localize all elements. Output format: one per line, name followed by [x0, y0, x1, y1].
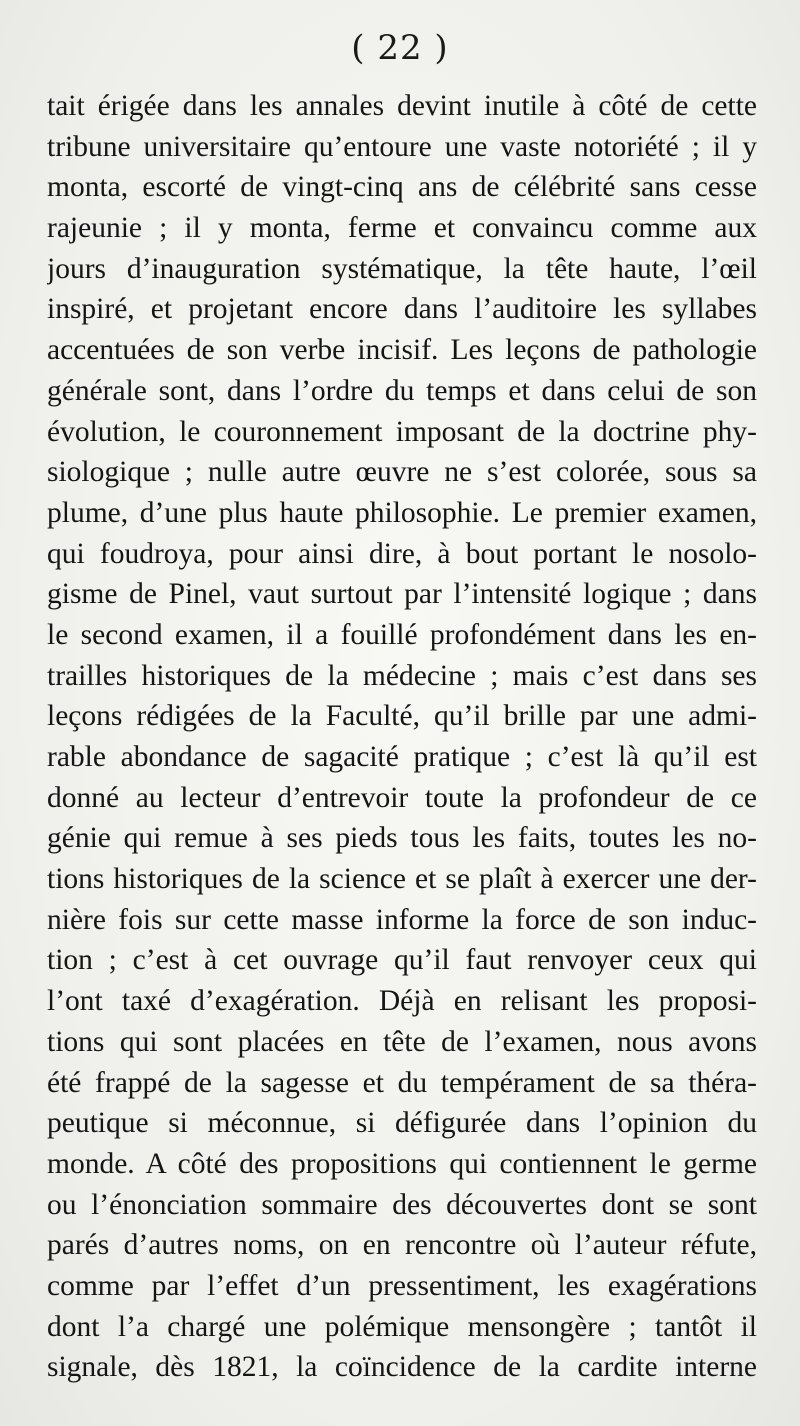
text-line: siologique ; nulle autre œuvre ne s’est colorée, sous sa: [47, 456, 757, 489]
text-line: comme par l’effet d’un pressentiment, les exagérations: [47, 1269, 757, 1302]
text-line: tait érigée dans les annales devint inutile à côté de cette: [47, 90, 757, 122]
text-line: accentuées de son verbe incisif. Les leçons de pathologie: [47, 334, 757, 367]
text-line: monta, escorté de vingt-cinq ans de célébrité sans cesse: [47, 171, 757, 204]
text-line: le second examen, il a fouillé profondément dans les en-: [47, 618, 757, 651]
text-line: peutique si méconnue, si défigurée dans l’opinion du: [47, 1107, 757, 1140]
text-line: tribune universitaire qu’entoure une vaste notoriété ; il y: [47, 130, 757, 163]
text-line: tions historiques de la science et se plaît à exercer une der-: [47, 863, 757, 896]
text-line: gisme de Pinel, vaut surtout par l’intensité logique ; dans: [47, 578, 757, 611]
text-line: ou l’énonciation sommaire des découvertes dont se sont: [47, 1188, 757, 1221]
text-line: monde. A côté des propositions qui contiennent le germe: [47, 1147, 757, 1180]
text-line: signale, dès 1821, la coïncidence de la cardite interne: [47, 1351, 757, 1384]
text-line: l’ont taxé d’exagération. Déjà en relisant les proposi-: [47, 985, 757, 1018]
text-line: dont l’a chargé une polémique mensongère ; tantôt il: [47, 1310, 757, 1343]
text-line: générale sont, dans l’ordre du temps et dans celui de son: [47, 374, 757, 407]
text-line: trailles historiques de la médecine ; mais c’est dans ses: [47, 659, 757, 692]
text-line: donné au lecteur d’entrevoir toute la profondeur de ce: [47, 781, 757, 814]
text-line: tions qui sont placées en tête de l’examen, nous avons: [47, 1025, 757, 1058]
text-line: génie qui remue à ses pieds tous les faits, toutes les no-: [47, 822, 757, 855]
text-line: rable abondance de sagacité pratique ; c’est là qu’il est: [47, 741, 757, 773]
text-line: inspiré, et projetant encore dans l’auditoire les syllabes: [47, 293, 757, 326]
text-line: été frappé de la sagesse et du tempérament de sa théra-: [47, 1066, 757, 1099]
text-line: rajeunie ; il y monta, ferme et convaincu comme aux: [47, 212, 757, 245]
text-line: évolution, le couronnement imposant de la doctrine phy-: [47, 415, 757, 448]
text-line: nière fois sur cette masse informe la force de son induc-: [47, 903, 757, 936]
page-number: ( 22 ): [351, 28, 449, 68]
text-line: plume, d’une plus haute philosophie. Le premier examen,: [47, 496, 757, 529]
text-line: leçons rédigées de la Faculté, qu’il brille par une admi-: [47, 700, 757, 733]
text-line: parés d’autres noms, on en rencontre où l’auteur réfute,: [47, 1229, 757, 1262]
text-line: jours d’inauguration systématique, la tête haute, l’œil: [47, 252, 757, 285]
text-line: qui foudroya, pour ainsi dire, à bout portant le nosolo-: [47, 537, 757, 570]
body-text: [47, 86, 757, 1388]
text-line: tion ; c’est à cet ouvrage qu’il faut renvoyer ceux qui: [47, 944, 757, 977]
